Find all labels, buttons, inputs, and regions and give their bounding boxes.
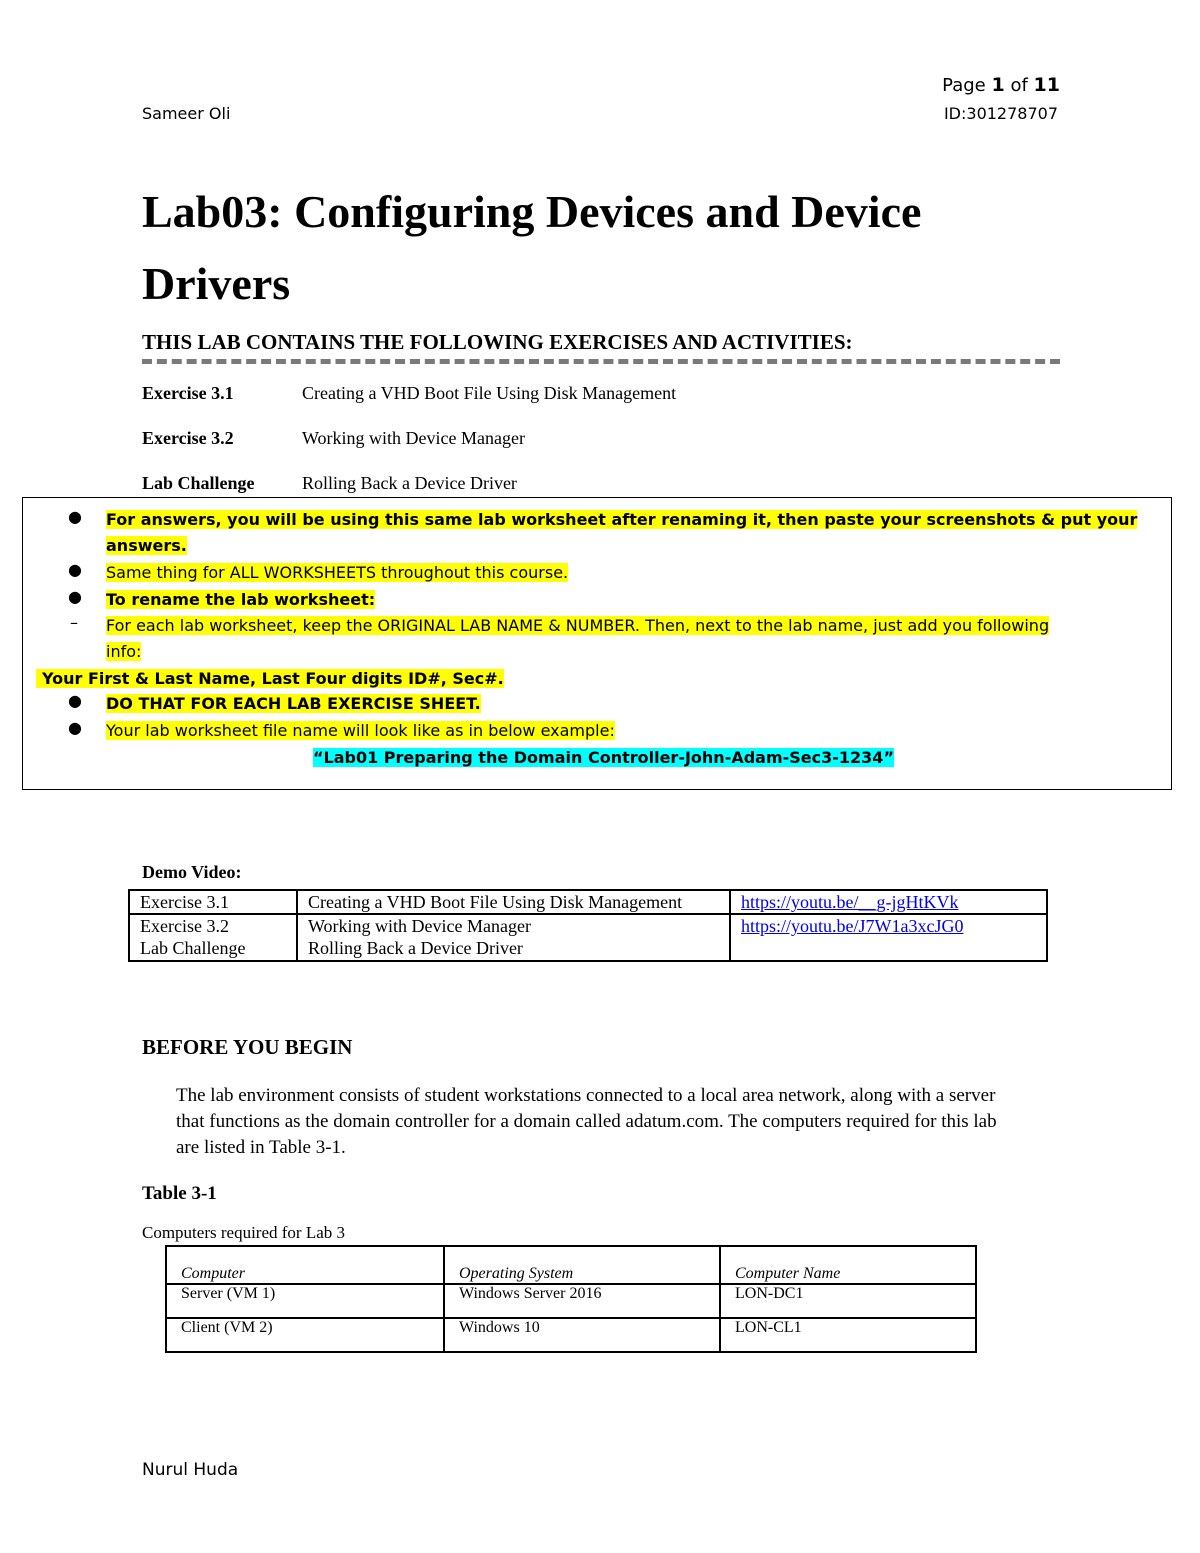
instruction-line: answers. bbox=[106, 536, 187, 555]
table-header-row bbox=[166, 1246, 976, 1284]
table-cell bbox=[730, 890, 1047, 914]
demo-video-table bbox=[128, 889, 1048, 962]
column-header: Operating System bbox=[444, 1246, 720, 1284]
instruction-line: Your lab worksheet file name will look like as in below example: bbox=[106, 721, 615, 740]
page-title: Lab03: Configuring Devices and Device Drivers bbox=[142, 186, 922, 309]
exercise-label: Lab Challenge bbox=[142, 473, 255, 493]
table-subcaption: Computers required for Lab 3 bbox=[142, 1223, 345, 1242]
table-cell: LON-DC1 bbox=[720, 1284, 976, 1318]
table-cell: Client (VM 2) bbox=[166, 1318, 444, 1352]
column-header: Computer bbox=[166, 1246, 444, 1284]
bullet-icon: ● bbox=[68, 718, 82, 737]
exercise-description: Rolling Back a Device Driver bbox=[302, 473, 517, 493]
table-cell bbox=[129, 914, 297, 961]
cell-line: Exercise 3.2 bbox=[140, 916, 229, 936]
dash-icon: – bbox=[70, 613, 78, 632]
demo-video-label: Demo Video: bbox=[142, 862, 242, 882]
table-cell: Windows 10 bbox=[444, 1318, 720, 1352]
video-link[interactable]: https://youtu.be/__g-jgHtKVk bbox=[741, 892, 959, 912]
cell-line: Working with Device Manager bbox=[308, 916, 531, 936]
exercise-description: Creating a VHD Boot File Using Disk Management bbox=[302, 383, 677, 403]
section-heading: BEFORE YOU BEGIN bbox=[142, 1035, 353, 1059]
table-cell: LON-CL1 bbox=[720, 1318, 976, 1352]
table-row bbox=[129, 890, 1047, 914]
instruction-line: For answers, you will be using this same lab worksheet after renaming it, then paste your screenshots & put your bbox=[106, 510, 1138, 529]
table-cell: Exercise 3.1 bbox=[129, 890, 297, 914]
table-row bbox=[166, 1318, 976, 1352]
bullet-icon: ● bbox=[68, 587, 82, 606]
table-row bbox=[129, 914, 1047, 961]
instruction-line: To rename the lab worksheet: bbox=[106, 590, 376, 609]
instruction-line: Your First & Last Name, Last Four digits ID#, Sec#. bbox=[36, 666, 504, 692]
table-caption: Table 3-1 bbox=[142, 1183, 217, 1204]
bullet-icon: ● bbox=[68, 691, 82, 710]
instruction-line: DO THAT FOR EACH LAB EXERCISE SHEET. bbox=[106, 694, 481, 713]
example-filename: “Lab01 Preparing the Domain Controller-John-Adam-Sec3-1234” bbox=[313, 748, 894, 767]
instruction-line: info: bbox=[106, 642, 142, 661]
table-cell bbox=[297, 914, 730, 961]
exercises-heading: THIS LAB CONTAINS THE FOLLOWING EXERCISES AND ACTIVITIES: bbox=[142, 330, 1060, 364]
exercise-description: Working with Device Manager bbox=[302, 428, 525, 448]
cell-line: Lab Challenge bbox=[140, 938, 246, 958]
table-cell: Windows Server 2016 bbox=[444, 1284, 720, 1318]
cell-line: Rolling Back a Device Driver bbox=[308, 938, 523, 958]
instruction-line: For each lab worksheet, keep the ORIGINAL LAB NAME & NUMBER. Then, next to the lab name, just add you following bbox=[106, 616, 1050, 635]
page-number: Page 1 of 11 bbox=[942, 74, 1060, 96]
bullet-icon: ● bbox=[68, 507, 82, 526]
table-row bbox=[166, 1284, 976, 1318]
table-cell bbox=[730, 914, 1047, 961]
table-cell: Server (VM 1) bbox=[166, 1284, 444, 1318]
intro-paragraph: The lab environment consists of student workstations connected to a local area network, along with a server that functions as the domain controller for a domain called adatum.com. The computers required for this lab are listed in Table 3-1. bbox=[176, 1085, 997, 1158]
column-header: Computer Name bbox=[720, 1246, 976, 1284]
footer-name: Nurul Huda bbox=[142, 1460, 239, 1480]
instruction-line: Same thing for ALL WORKSHEETS throughout this course. bbox=[106, 563, 569, 582]
exercise-label: Exercise 3.2 bbox=[142, 428, 234, 448]
video-link[interactable]: https://youtu.be/J7W1a3xcJG0 bbox=[741, 916, 964, 936]
exercise-label: Exercise 3.1 bbox=[142, 383, 234, 403]
header-author: Sameer Oli bbox=[142, 104, 231, 123]
bullet-icon: ● bbox=[68, 560, 82, 579]
table-cell: Creating a VHD Boot File Using Disk Management bbox=[297, 890, 730, 914]
computers-table bbox=[165, 1245, 977, 1353]
header-student-id: ID:301278707 bbox=[943, 104, 1058, 123]
